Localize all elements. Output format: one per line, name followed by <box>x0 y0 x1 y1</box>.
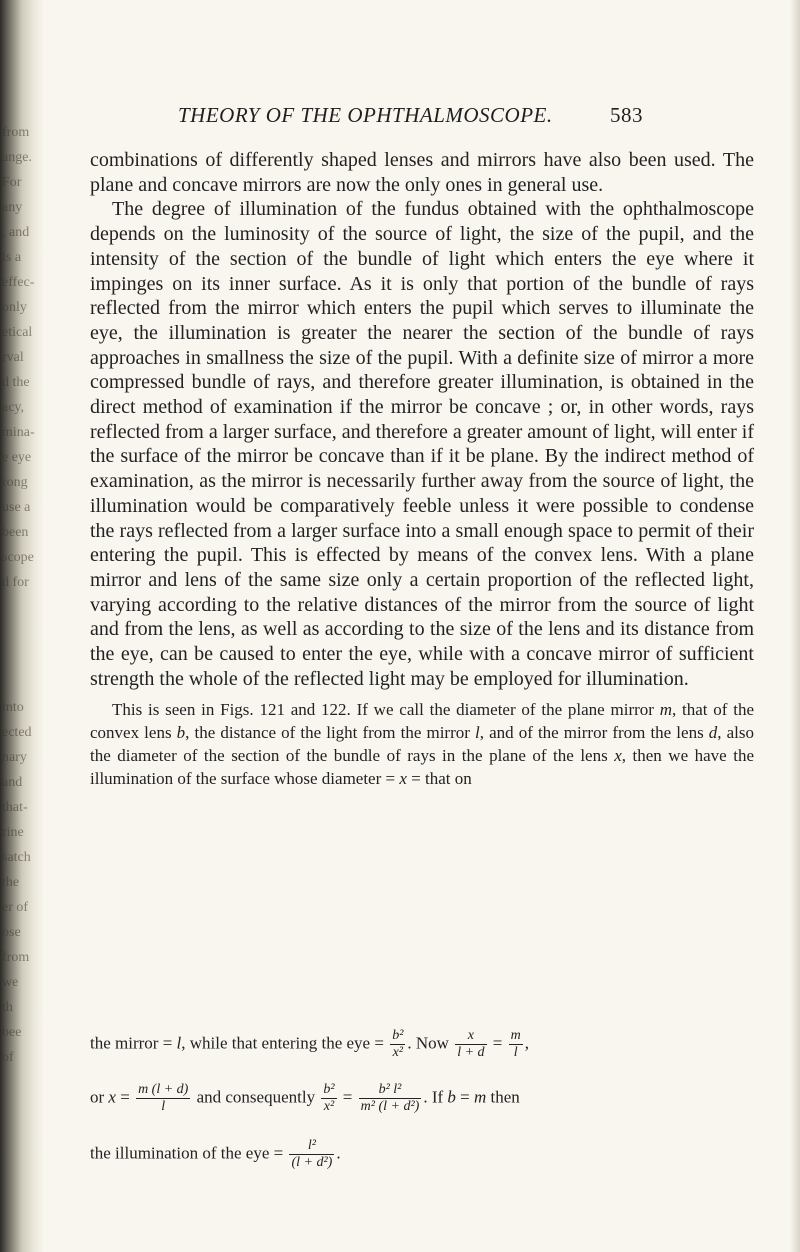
running-header <box>178 103 698 128</box>
facing-page-bleed-text: from ange. For any , and is a effec- only etical rval d the acy, mina- e eye rong use a been scope d for into ected nary and that- rine satch the er of ose from we th bee of <box>2 125 35 1065</box>
book-gutter <box>0 0 44 1252</box>
equation-line-1: the mirror = l, while that entering the eye = $\frac{\text{b²}}{\text{x²}}$ . Now $\frac{x}{l + d}$ = $\frac{m}{l}$ , <box>90 1028 530 1060</box>
equation-line-2: or x = $\frac{m (l + d)}{l}$ and consequently $\frac{\text{b²}}{\text{x²}}$ = $\frac{\text{b² l²}}{\text{m² (l + d²)}}$ . If b = m then <box>90 1082 520 1114</box>
fraction-m-over-l: $\frac{m}{l}$ <box>510 1028 521 1060</box>
fraction-x-value: $\frac{m (l + d)}{l}$ <box>138 1082 189 1114</box>
page-number: 583 <box>610 103 643 127</box>
equation-line-3: the illumination of the eye = $\frac{\text{l²}}{\text{(l + d²)}}$ . <box>90 1138 341 1170</box>
paragraph-2: The degree of illumination of the fundus obtained with the ophthalmoscope depends on the luminosity of the source of light, the size of the pupil, and the intensity of the section of the bundle of light which enters the eye where it impinges on its inner surface. As it is only that portion of the bundle of rays reflected from the mirror which enters the pupil which serves to illuminate the eye, the illumination is greater the nearer the section of the bundle of rays approaches in smallness the size of the pupil. With a definite size of mirror a more compressed bundle of rays, and therefore greater illumination, is obtained in the direct method of examination if the mirror be concave ; or, in other words, rays reflected from a larger surface, and therefore a greater amount of light, will enter if the surface of the mirror be concave than if it be plane. By the indirect method of examination, as the mirror is necessarily further away from the source of light, the illumination would be comparatively feeble unless it were possible to condense the rays reflected from a larger surface into a small enough space to permit of their entering the pupil. This is effected by means of the convex lens. With a plane mirror and lens of the same size only a certain proportion of the reflected light, varying according to the relative distances of the mirror from the source of light and from the lens, as well as according to the size of the lens and its distance from the eye, can be caused to enter the eye, while with a concave mirror of sufficient strength the whole of the reflected light may be employed for illumination. <box>90 198 754 690</box>
page-right-edge <box>790 0 800 1252</box>
fraction-b2-over-x2-2: $\frac{\text{b²}}{\text{x²}}$ <box>323 1082 335 1114</box>
running-title: THEORY OF THE OPHTHALMOSCOPE. <box>178 103 553 127</box>
body-text <box>90 148 754 791</box>
fraction-x-over-l-plus-d: $\frac{x}{l + d}$ <box>457 1028 485 1060</box>
fraction-b2-over-x2: $\frac{\text{b²}}{\text{x²}}$ <box>392 1028 404 1060</box>
paragraph-1: combinations of differently shaped lenses and mirrors have also been used. The plane and concave mirrors are now the only ones in general use. <box>90 149 754 196</box>
paragraph-small-print: This is seen in Figs. 121 and 122. If we call the diameter of the plane mirror m, that of the convex lens b, the distance of the light from the mirror l, and of the mirror from the lens d, also the diameter of the section of the bundle of rays in the plane of the lens x, then we have the illumination of the surface whose diameter = x = that on <box>90 700 755 788</box>
fraction-eye-illumination: $\frac{\text{l²}}{\text{(l + d²)}}$ <box>291 1138 333 1170</box>
fraction-illumination-ratio: $\frac{\text{b² l²}}{\text{m² (l + d²)}}$ <box>360 1082 420 1114</box>
